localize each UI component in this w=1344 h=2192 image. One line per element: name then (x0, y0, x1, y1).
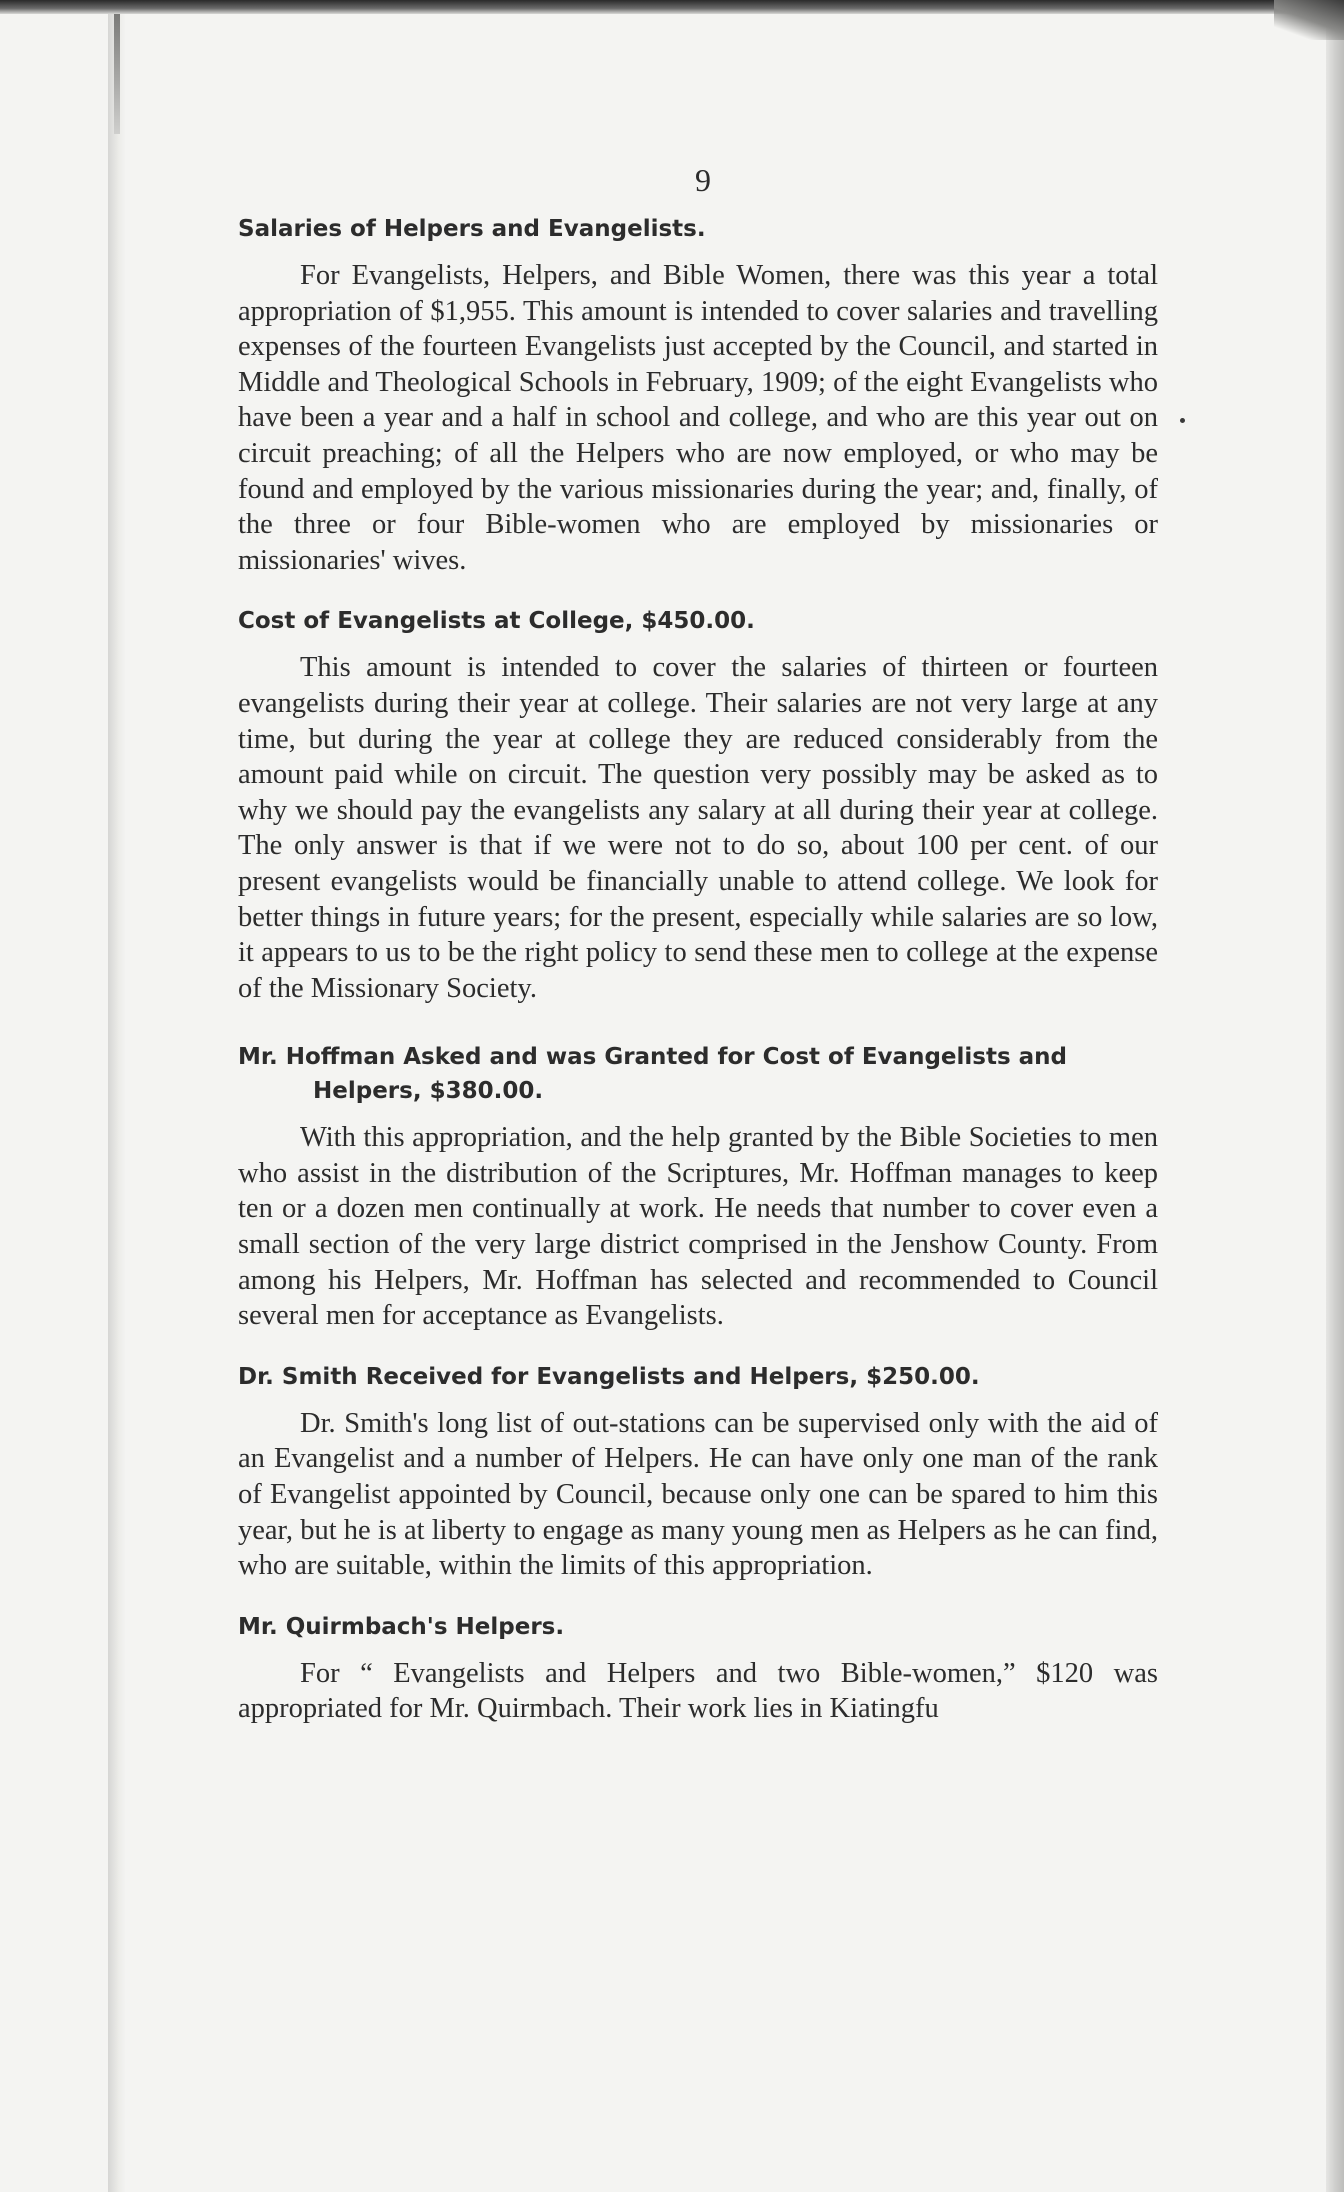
page-top-shadow (0, 0, 1344, 14)
section-body-college-cost: This amount is intended to cover the salaries of thirteen or fourteen evangelists during their year at college. Their salaries are not very large at any time, but during the year at college they are reduced considerably from the amount paid while on circuit. The question very possibly may be asked as to why we should pay the evangelists any salary at all during their year at college. The only answer is that if we were not to do so, about 100 per cent. of our present evangelists would be financially unable to attend college. We look for better things in future years; for the present, especially while salaries are so low, it appears to us to be the right policy to send these men to college at the expense of the Missionary Society. (238, 652, 1158, 1004)
section-heading-quirmbach: Mr. Quirmbach's Helpers. (238, 1613, 565, 1640)
section-body-salaries: For Evangelists, Helpers, and Bible Women, there was this year a total appropriation of $1,955. This amount is intended to cover salaries and travelling expenses of the fourteen Evangelists just accepted by the Council, and started in Middle and Theological Schools in February, 1909; of the eight Evangelists who have been a year and a half in school and college, and who are this year out on circuit preaching; of all the Helpers who are now employed, or who may be found and employed by the various missionaries during the year; and, finally, of the three or four Bible-women who are employed by missionaries or missionaries' wives. (238, 260, 1158, 576)
section-heading-hoffman: Mr. Hoffman Asked and was Granted for Cost of Evangelists and Helpers, $380.00. (238, 1044, 1068, 1105)
section-heading-college-cost: Cost of Evangelists at College, $450.00. (238, 608, 755, 635)
section-body-quirmbach: For “ Evangelists and Helpers and two Bible-women,” $120 was appropriated for Mr. Quirmbach. Their work lies in Kiatingfu (238, 1657, 1158, 1725)
page-content (238, 160, 1158, 1727)
ink-speck (1180, 418, 1185, 423)
section-heading-smith: Dr. Smith Received for Evangelists and Helpers, $250.00. (238, 1363, 980, 1390)
section-heading-salaries: Salaries of Helpers and Evangelists. (238, 216, 706, 242)
section-body-smith: Dr. Smith's long list of out-stations can be supervised only with the aid of an Evangelist and a number of Helpers. He can have only one man of the rank of Evangelist appointed by Council, because only one can be spared to him this year, but he is at liberty to engage as many young men as Helpers as he can find, who are suitable, within the limits of this appropriation. (238, 1407, 1158, 1582)
section-body-hoffman: With this appropriation, and the help granted by the Bible Societies to men who assist in the distribution of the Scriptures, Mr. Hoffman manages to keep ten or a dozen men continually at work. He needs that number to cover even a small section of the very large district comprised in the Jenshow County. From among his Helpers, Mr. Hoffman has selected and recommended to Council several men for acceptance as Evangelists. (238, 1122, 1158, 1332)
binding-shadow (114, 14, 120, 134)
page-right-edge (1326, 0, 1344, 2192)
binding-edge (108, 14, 126, 2192)
page-corner-shadow (1274, 0, 1344, 40)
page-number: 9 (695, 162, 711, 198)
